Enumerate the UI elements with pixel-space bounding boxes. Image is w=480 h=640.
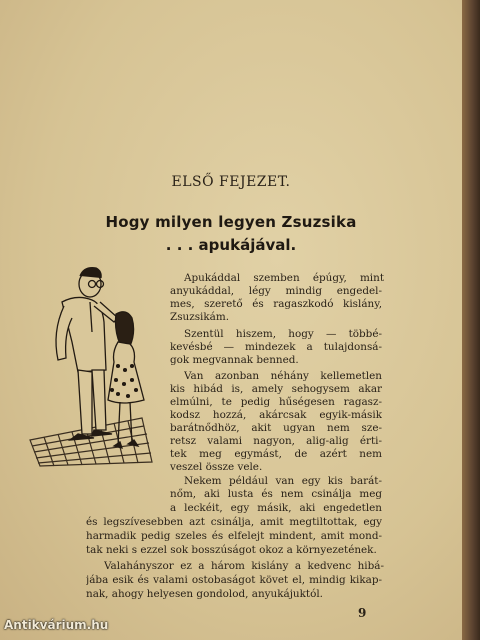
body-text-line: anyukáddal, légy mindig engedel- <box>170 285 382 297</box>
body-text-line: nak, ahogy helyesen gondolod, anyukájuktól. <box>86 588 323 600</box>
body-text-line: Van azonban néhány kellemetlen <box>184 370 382 382</box>
watermark: Antikvárium.hu <box>4 618 109 632</box>
body-text-line: Valahányszor ez a három kislány a kedvenc hibá- <box>104 560 384 572</box>
body-text-line: és legszívesebben azt csinálja, amit megtiltottak, egy <box>86 516 382 528</box>
chapter-title-line-1: Hogy milyen legyen Zsuzsika <box>105 213 357 231</box>
body-text-line: kodsz hozzá, akárcsak egyik-másik <box>170 409 382 421</box>
father-and-daughter-illustration <box>22 262 164 468</box>
father-figure <box>56 268 118 440</box>
body-text-line: veszel össze vele. <box>170 461 263 473</box>
page-number: 9 <box>358 606 367 620</box>
body-text-line: Apukáddal szemben épúgy, mint <box>184 272 384 284</box>
body-text-line: tek meg egymást, de azért nem <box>170 448 382 460</box>
body-text-line: harmadik pedig szeles és elfelejt mindent, amit mond- <box>86 530 382 542</box>
body-text-line: Szentül hiszem, hogy — többé- <box>184 328 382 340</box>
body-text-line: a leckéit, egy másik, aki engedetlen <box>170 502 382 514</box>
body-text-line: kevésbé — mindezek a tulajdonsá- <box>170 341 382 353</box>
body-text-line: tak neki s ezzel sok bosszúságot okoz a környezetének. <box>86 544 377 556</box>
book-spine <box>462 0 480 640</box>
body-text-line: gok megvannak benned. <box>170 354 299 366</box>
body-text-line: nőm, aki lusta és nem csinálja meg <box>170 488 382 500</box>
body-text-line: barátnődhöz, akit ugyan nem sze- <box>170 422 382 434</box>
body-text-line: elmúlni, te pedig hűségesen ragasz- <box>170 396 382 408</box>
body-text-line: jába esik és valami ostobaságot követ el, mindig kikap- <box>86 574 382 586</box>
chapter-heading: ELSŐ FEJEZET. <box>171 174 291 190</box>
body-text-line: retsz valami nagyon, alig-alig érti- <box>170 435 382 447</box>
body-text-line: kis hibád is, amely sehogysem akar <box>170 383 382 395</box>
body-text-line: Nekem például van egy kis barát- <box>184 475 382 487</box>
body-text-line: mes, szerető és ragaszkodó kislány, <box>170 298 382 310</box>
body-text-line: Zsuzsikám. <box>170 311 230 323</box>
chapter-title-line-2: . . . apukájával. <box>165 236 297 254</box>
